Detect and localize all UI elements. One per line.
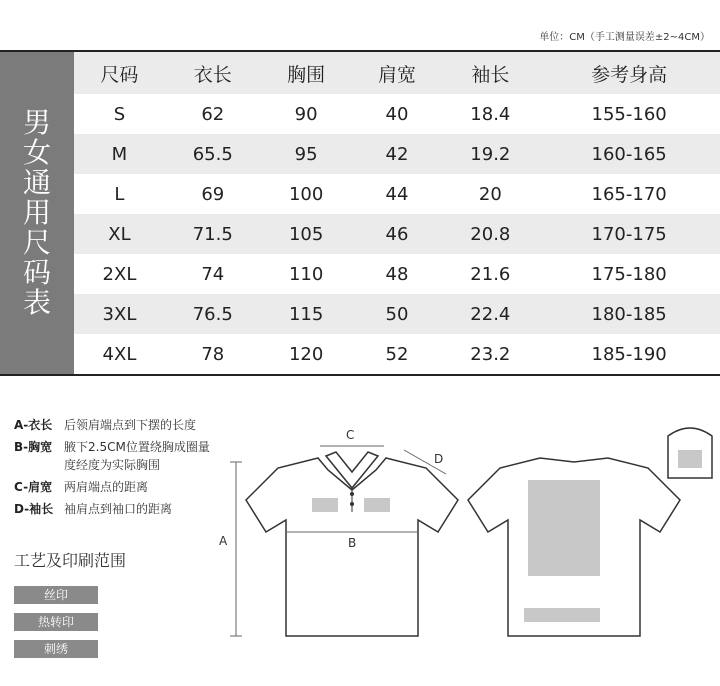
cell: 95 <box>294 143 318 165</box>
cell: 74 <box>201 263 225 285</box>
button-icon <box>350 502 354 506</box>
dim-label-d: D <box>434 452 444 466</box>
cell: 78 <box>201 343 225 365</box>
cell: 69 <box>201 183 225 205</box>
cell: 115 <box>288 303 324 325</box>
cell: 165-170 <box>591 183 667 205</box>
cell: 46 <box>385 223 409 245</box>
cell: 48 <box>385 263 409 285</box>
legend-item: B-胸宽 腋下2.5CM位置绕胸成圈量度经度为实际胸围 <box>14 440 210 472</box>
cell: 180-185 <box>591 303 667 325</box>
craft-option-heat-transfer: 热转印 <box>14 613 98 631</box>
legend-item: C-肩宽 两肩端点的距离 <box>14 480 149 494</box>
print-area-back-bottom <box>524 608 600 622</box>
cell: 175-180 <box>591 263 667 285</box>
cell: 100 <box>288 183 324 205</box>
header-length: 衣长 <box>193 63 232 86</box>
craft-option-silkscreen: 丝印 <box>14 586 98 604</box>
cell: 105 <box>288 223 324 245</box>
cell: 18.4 <box>470 103 511 125</box>
button-icon <box>350 492 354 496</box>
cell: 42 <box>385 143 409 165</box>
header-size: 尺码 <box>100 63 139 86</box>
cell: 120 <box>288 343 324 365</box>
dim-label-b: B <box>348 536 357 550</box>
dim-label-a: A <box>219 534 228 548</box>
print-area-right-chest <box>364 498 390 512</box>
cell: 4XL <box>102 343 137 365</box>
cell: 52 <box>385 343 409 365</box>
cell: 71.5 <box>192 223 233 245</box>
header-shoulder: 肩宽 <box>377 63 416 86</box>
header-chest: 胸围 <box>287 63 326 86</box>
cell: XL <box>108 223 131 245</box>
cell: 21.6 <box>470 263 511 285</box>
cell: 19.2 <box>470 143 511 165</box>
cell: 65.5 <box>192 143 233 165</box>
cell: 44 <box>385 183 409 205</box>
cell: 20 <box>478 183 502 205</box>
cell: 185-190 <box>591 343 667 365</box>
cell: 2XL <box>102 263 137 285</box>
print-area-left-chest <box>312 498 338 512</box>
cell: 62 <box>201 103 225 125</box>
dim-label-c: C <box>346 428 355 442</box>
cell: 110 <box>288 263 324 285</box>
cell: 160-165 <box>591 143 667 165</box>
print-area-back <box>528 480 600 576</box>
cell: 22.4 <box>470 303 511 325</box>
craft-title: 工艺及印刷范围 <box>14 551 127 570</box>
cell: 20.8 <box>470 223 511 245</box>
side-label: 男女通用尺码表 <box>0 52 74 374</box>
cell: S <box>113 103 126 125</box>
header-height: 参考身高 <box>591 63 668 86</box>
print-area-sleeve <box>678 450 702 468</box>
cell: L <box>114 183 125 205</box>
cell: 76.5 <box>192 303 233 325</box>
cell: 50 <box>385 303 409 325</box>
cell: 90 <box>294 103 318 125</box>
cell: M <box>111 143 128 165</box>
cell: 23.2 <box>470 343 511 365</box>
craft-option-embroidery: 刺绣 <box>14 640 98 658</box>
cell: 155-160 <box>591 103 667 125</box>
cell: 3XL <box>102 303 137 325</box>
legend-item: D-袖长 袖肩点到袖口的距离 <box>14 502 173 516</box>
unit-note: 单位：CM（手工测量误差±2~4CM） <box>539 32 710 43</box>
legend-item: A-衣长 后领肩端点到下摆的长度 <box>14 418 197 432</box>
cell: 170-175 <box>591 223 667 245</box>
header-sleeve: 袖长 <box>471 63 510 86</box>
cell: 40 <box>385 103 409 125</box>
